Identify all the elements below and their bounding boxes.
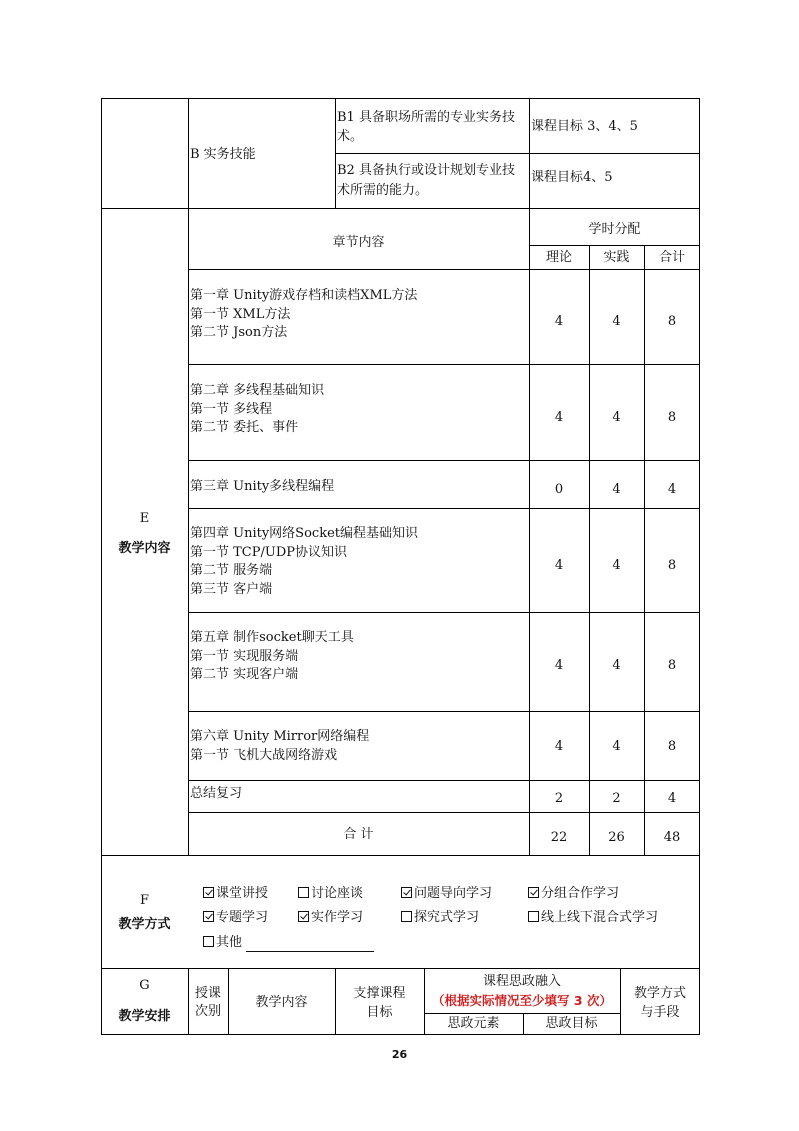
chapter-row-line: 总结复习: [190, 786, 243, 801]
section-e-code: E: [139, 511, 150, 526]
unchecked-checkbox-icon[interactable]: [528, 911, 539, 922]
sum-label: 合 计: [343, 827, 374, 842]
chapter-row-line: 第二节 Json方法: [190, 325, 288, 340]
chapter-row-total: 8: [667, 314, 677, 329]
unchecked-checkbox-icon[interactable]: [298, 887, 309, 898]
chapter-row-line: 第一章 Unity游戏存档和读档XML方法: [190, 288, 418, 303]
col-elements: 思政元素: [447, 1016, 500, 1031]
chapter-row-line: 第二节 服务端: [190, 563, 273, 578]
chapter-row-total: 4: [667, 791, 677, 806]
checked-checkbox-icon[interactable]: [203, 887, 214, 898]
chapter-row-line: 第二节 委托、事件: [190, 420, 299, 435]
checked-checkbox-icon[interactable]: [203, 911, 214, 922]
chapter-row-theory: 4: [554, 314, 564, 329]
skill-b1-line1: B1 具备职场所需的专业实务技: [337, 110, 515, 125]
method-option[interactable]: [528, 885, 619, 903]
chapter-row-theory: 4: [554, 558, 564, 573]
page-number: 26: [391, 1048, 408, 1061]
skill-b2-target: 课程目标4、5: [531, 170, 613, 185]
skill-b1-target: 课程目标 3、4、5: [531, 119, 638, 134]
chapter-row-line: 第二章 多线程基础知识: [190, 383, 325, 398]
method-option-label: 其他: [216, 935, 243, 950]
col-method-line2: 与手段: [640, 1005, 680, 1020]
chapter-row-total: 8: [667, 410, 677, 425]
section-f-code: F: [139, 893, 150, 908]
chapter-row-practice: 4: [612, 558, 621, 573]
sum-theory: 22: [550, 830, 568, 845]
chapter-row-practice: 4: [612, 482, 621, 497]
chapter-row-theory: 4: [554, 739, 564, 754]
chapter-row-line: 第三节 客户端: [190, 581, 273, 597]
chapter-row-line: 第三章 Unity多线程编程: [190, 479, 335, 494]
chapter-row-practice: 4: [612, 658, 621, 673]
unchecked-checkbox-icon[interactable]: [401, 911, 412, 922]
method-option-label: 线上线下混合式学习: [541, 910, 659, 925]
chapter-row-practice: 2: [612, 791, 621, 806]
chapter-row-line: 第四章 Unity网络Socket编程基础知识: [190, 526, 418, 541]
method-option-label: 课堂讲授: [216, 886, 269, 901]
theory-header: 理论: [545, 250, 572, 265]
chapter-row-practice: 4: [612, 739, 621, 754]
total-header: 合计: [658, 250, 685, 265]
method-option[interactable]: [203, 909, 268, 927]
chapter-row-total: 8: [667, 658, 677, 673]
chapter-row-practice: 4: [612, 410, 621, 425]
section-g-code: G: [139, 978, 150, 993]
chapter-row-total: 8: [667, 558, 677, 573]
method-option[interactable]: [401, 909, 479, 927]
col-target-line1: 支撑课程: [353, 986, 406, 1001]
col-session-line2: 次别: [194, 1004, 221, 1019]
col-ideology-note: （根据实际情况至少填写 3 次）: [432, 993, 612, 1008]
section-f-label: 教学方式: [118, 917, 171, 932]
skill-b1-line2: 术。: [337, 129, 364, 144]
chapter-row-line: 第一节 多线程: [190, 401, 273, 417]
skills-category: B 实务技能: [190, 147, 256, 162]
chapter-row-line: 第一节 XML方法: [190, 306, 291, 322]
checked-checkbox-icon[interactable]: [528, 887, 539, 898]
chapter-row-line: 第六章 Unity Mirror网络编程: [190, 729, 370, 744]
method-option-label: 分组合作学习: [541, 886, 620, 901]
col-session-line1: 授课: [194, 986, 221, 1001]
col-goals: 思政目标: [545, 1016, 598, 1031]
col-method-line1: 教学方式: [633, 986, 686, 1001]
method-option[interactable]: [298, 885, 363, 903]
col-target-line2: 目标: [366, 1005, 393, 1020]
chapter-row-theory: 4: [554, 410, 564, 425]
chapter-row-line: 第二节 实现客户端: [190, 667, 299, 682]
chapter-row-line: 第一节 飞机大战网络游戏: [190, 747, 338, 763]
method-option[interactable]: [298, 909, 363, 927]
other-underline: [246, 951, 374, 952]
sum-total: 48: [663, 830, 681, 845]
section-e-label: 教学内容: [118, 541, 171, 556]
chapter-row-line: 第一节 TCP/UDP协议知识: [190, 544, 348, 560]
method-option[interactable]: [528, 909, 658, 927]
skill-b2-line2: 术所需的能力。: [337, 183, 429, 198]
method-option-label: 专题学习: [216, 910, 269, 925]
chapter-row-total: 4: [667, 482, 677, 497]
section-g-label: 教学安排: [118, 1009, 171, 1024]
checked-checkbox-icon[interactable]: [298, 911, 309, 922]
hours-header: 学时分配: [588, 222, 641, 237]
chapter-row-line: 第五章 制作socket聊天工具: [190, 630, 354, 645]
col-content: 教学内容: [255, 995, 308, 1010]
chapter-row-theory: 0: [554, 482, 564, 497]
method-option[interactable]: [203, 885, 268, 903]
checked-checkbox-icon[interactable]: [401, 887, 412, 898]
chapter-header: 章节内容: [332, 235, 385, 250]
method-option[interactable]: [203, 934, 242, 952]
chapter-row-theory: 4: [554, 658, 564, 673]
chapter-row-theory: 2: [554, 791, 564, 806]
method-option-label: 讨论座谈: [311, 886, 364, 901]
method-option-label: 问题导向学习: [414, 886, 493, 901]
method-option[interactable]: [401, 885, 492, 903]
method-option-label: 探究式学习: [414, 910, 480, 925]
chapter-row-line: 第一节 实现服务端: [190, 648, 299, 664]
chapter-row-practice: 4: [612, 314, 621, 329]
sum-practice: 26: [608, 830, 625, 845]
method-option-label: 实作学习: [311, 910, 364, 925]
unchecked-checkbox-icon[interactable]: [203, 936, 214, 947]
col-ideology: 课程思政融入: [482, 974, 561, 989]
chapter-row-total: 8: [667, 739, 677, 754]
practice-header: 实践: [603, 250, 630, 265]
skill-b2-line1: B2 具备执行或设计规划专业技: [337, 163, 515, 178]
